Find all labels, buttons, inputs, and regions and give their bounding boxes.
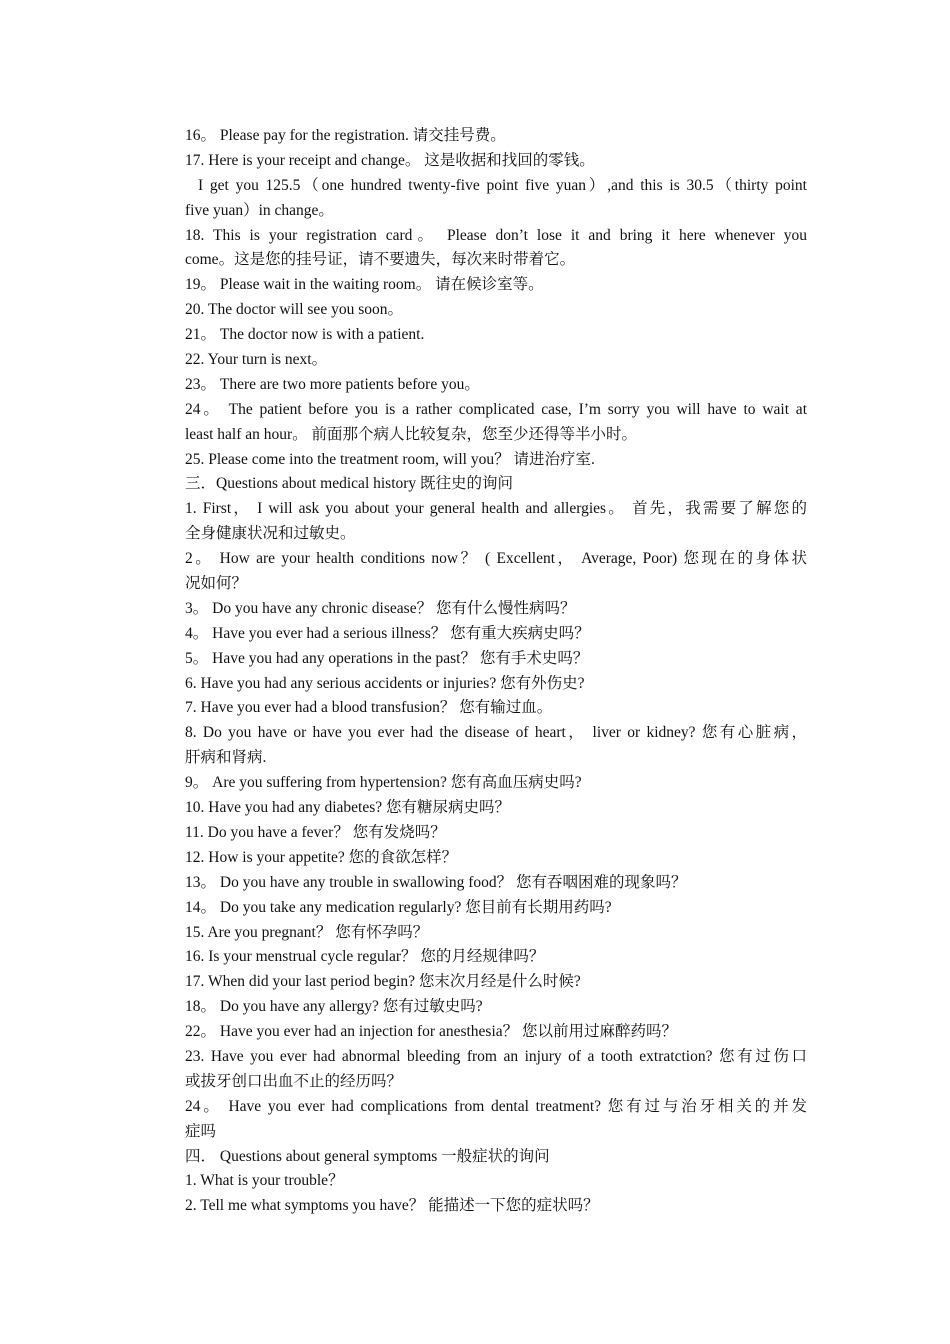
text-line: 19。 Please wait in the waiting room。 请在候诊室等。 [185,276,544,294]
text-line: 全身健康状况和过敏史。 [185,525,356,543]
text-line: 3。 Do you have any chronic disease？ 您有什么慢性病吗？ [185,599,576,617]
text-line: 18。 Do you have any allergy? 您有过敏史吗? [185,998,483,1016]
text-line: 三．Questions about medical history 既往史的询问 [185,475,514,493]
text-line: 5。 Have you had any operations in the past？ 您有手术史吗？ [185,649,589,667]
text-line: 肝病和肾病. [185,749,267,767]
text-line: 1. What is your trouble？ [185,1172,344,1190]
text-line: 23。 There are two more patients before you。 [185,375,480,393]
text-line: come。这是您的挂号证，请不要遗失，每次来时带着它。 [185,251,576,269]
text-line: 22. Your turn is next。 [185,351,328,369]
text-line: 8. Do you have or have you ever had the disease of heart， liver or kidney? 您有心脏病， [185,724,807,742]
text-line: 10. Have you had any diabetes? 您有糖尿病史吗？ [185,799,511,817]
text-line: 24。 The patient before you is a rather complicated case, I’m sorry you will have to wait at [185,400,807,418]
text-line: 15. Are you pregnant？ 您有怀孕吗？ [185,923,429,941]
text-line: 四． Questions about general symptoms 一般症状的询问 [185,1147,550,1165]
text-line: 25. Please come into the treatment room, will you？ 请进治疗室. [185,450,595,468]
text-line: 况如何？ [185,575,248,593]
text-line: 1. First， I will ask you about your general health and allergies。 首先，我需要了解您的 [185,500,807,518]
text-line: 23. Have you ever had abnormal bleeding from an injury of a tooth extratction? 您有过伤口 [185,1047,807,1065]
text-line: 9。 Are you suffering from hypertension? 您有高血压病史吗? [185,774,582,792]
text-line: least half an hour。 前面那个病人比较复杂，您至少还得等半小时。 [185,425,638,443]
text-line: 16. Is your menstrual cycle regular？ 您的月经规律吗？ [185,948,545,966]
text-line: 17. Here is your receipt and change。 这是收据和找回的零钱。 [185,151,595,169]
text-line: 17. When did your last period begin? 您末次月经是什么时候? [185,973,581,991]
text-line: 20. The doctor will see you soon。 [185,301,403,319]
text-line: 13。 Do you have any trouble in swallowing food？ 您有吞咽困难的现象吗？ [185,873,687,891]
text-line: 16。 Please pay for the registration. 请交挂号费。 [185,127,506,144]
text-line: 6. Have you had any serious accidents or injuries? 您有外伤史? [185,674,585,692]
text-line: 12. How is your appetite? 您的食欲怎样？ [185,848,458,866]
text-line: five yuan）in change。 [185,201,334,219]
text-line: 18. This is your registration card。 Please don’t lose it and bring it here whenever you [185,226,807,244]
text-line: 2. Tell me what symptoms you have？ 能描述一下您的症状吗？ [185,1197,599,1215]
text-line: I get you 125.5（one hundred twenty-five point five yuan）,and this is 30.5（thirty point [198,176,807,194]
document-page [185,124,807,1219]
text-line: 21。 The doctor now is with a patient. [185,326,425,344]
text-line: 4。 Have you ever had a serious illness？ 您有重大疾病史吗？ [185,624,590,642]
text-line: 24。 Have you ever had complications from dental treatment? 您有过与治牙相关的并发 [185,1097,807,1115]
text-line: 症吗 [185,1122,217,1140]
text-line: 22。 Have you ever had an injection for anesthesia？ 您以前用过麻醉药吗？ [185,1023,678,1041]
text-line: 11. Do you have a fever？ 您有发烧吗？ [185,823,446,841]
text-line: 或拔牙创口出血不止的经历吗？ [185,1072,403,1090]
text-line: 14。 Do you take any medication regularly? 您目前有长期用药吗? [185,898,612,916]
text-line: 2。 How are your health conditions now？ ( Excellent， Average, Poor) 您现在的身体状 [185,550,807,568]
text-line: 7. Have you ever had a blood transfusion？ 您有输过血。 [185,699,553,717]
